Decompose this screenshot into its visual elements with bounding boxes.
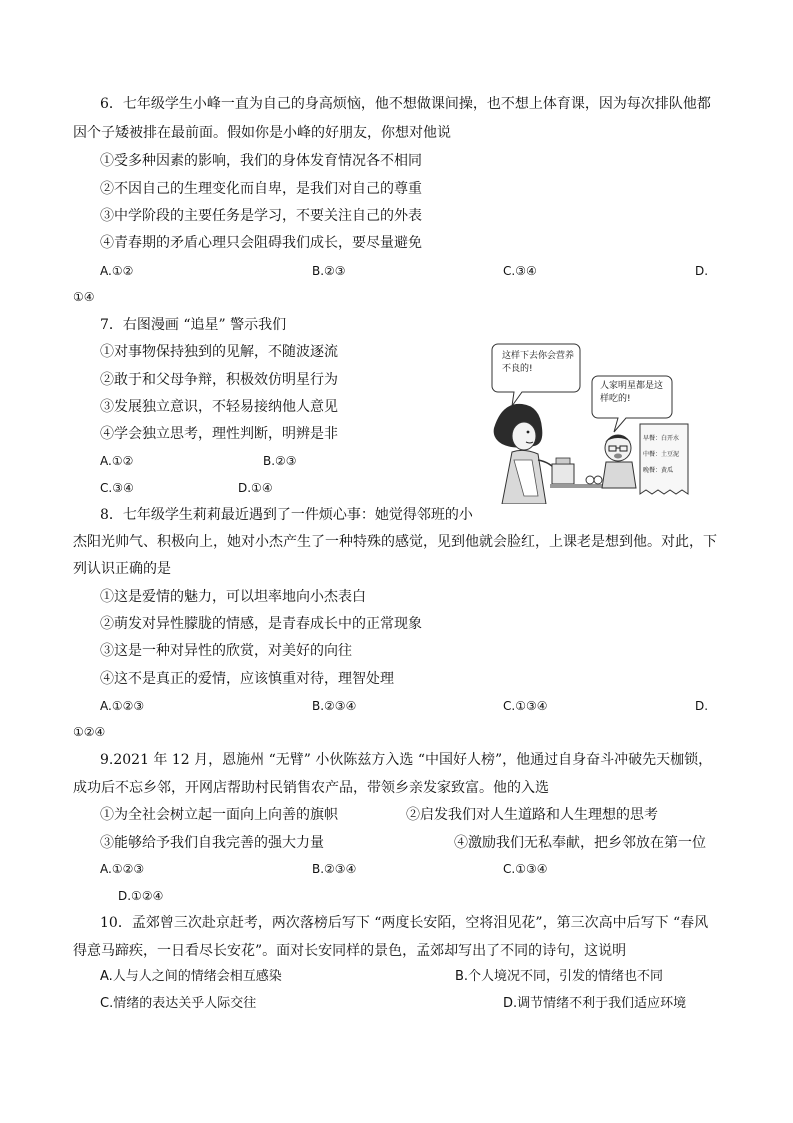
q8-stem-line3: 列认识正确的是 <box>73 561 171 577</box>
q10-stem-line2: 得意马蹄疾，一日看尽长安花”。面对长安同样的景色，孟郊却写出了不同的诗句，这说明 <box>73 943 627 959</box>
q9-stem-line1: 9.2021 年 12 月，恩施州 “无臂” 小伙陈兹方入选 “中国好人榜”，他通过自身奋斗冲破先天枷锁， <box>100 752 713 768</box>
q8-stem-line2: 杰阳光帅气、积极向上，她对小杰产生了一种特殊的感觉，见到他就会脸红，上课老是想到他。对此，下 <box>73 534 717 550</box>
q7-statement-2: ②敢于和父母争辩，积极效仿明星行为 <box>100 372 338 388</box>
q9-statement-1: ①为全社会树立起一面向上向善的旗帜 <box>100 807 338 823</box>
q8-statement-1: ①这是爱情的魅力，可以坦率地向小杰表白 <box>100 589 366 605</box>
q10-option-b[interactable]: B.个人境况不同，引发的情绪也不同 <box>455 969 664 984</box>
q9-option-d[interactable]: D.①②④ <box>118 889 164 903</box>
q6-option-a[interactable]: A.①② <box>100 264 134 278</box>
q6-statement-4: ④青春期的矛盾心理只会阻碍我们成长，要尽量避免 <box>100 235 422 251</box>
menu-lunch: 中餐：土豆泥 <box>643 451 680 458</box>
q8-statement-4: ④这不是真正的爱情，应该慎重对待，理智处理 <box>100 671 394 687</box>
q7-stem: 7．右图漫画 “追星” 警示我们 <box>100 317 287 333</box>
q8-option-c[interactable]: C.①③④ <box>503 699 548 713</box>
q6-statement-3: ③中学阶段的主要任务是学习，不要关注自己的外表 <box>100 208 422 224</box>
q7-statement-4: ④学会独立思考，理性判断，明辨是非 <box>100 426 338 442</box>
q9-statement-4: ④激励我们无私奉献，把乡邻放在第一位 <box>454 835 706 851</box>
mom-speech-bubble: 这样下去你会营养不良的! <box>502 351 575 374</box>
q8-stem-line1: 8．七年级学生莉莉最近遇到了一件烦心事：她觉得邻班的小 <box>100 507 473 523</box>
menu-breakfast: 早餐：白开水 <box>643 435 680 442</box>
q8-statement-3: ③这是一种对异性的欣赏，对美好的向往 <box>100 643 352 659</box>
q8-statement-2: ②萌发对异性朦胧的情感，是青春成长中的正常现象 <box>100 616 422 632</box>
q8-option-d[interactable]: D. <box>695 699 709 713</box>
q6-option-d[interactable]: D. <box>695 264 709 278</box>
q6-option-d-continued: ①④ <box>73 290 95 304</box>
q8-option-a[interactable]: A.①②③ <box>100 699 145 713</box>
q7-option-b[interactable]: B.②③ <box>263 454 297 468</box>
q6-statement-1: ①受多种因素的影响，我们的身体发育情况各不相同 <box>100 153 422 169</box>
q6-statement-2: ②不因自己的生理变化而自卑，是我们对自己的尊重 <box>100 181 422 197</box>
menu-dinner: 晚餐：黄瓜 <box>643 467 674 474</box>
boy-speech-bubble: 人家明星都是这样吃的! <box>600 381 664 404</box>
q7-option-a[interactable]: A.①② <box>100 454 134 468</box>
q9-statement-2: ②启发我们对人生道路和人生理想的思考 <box>406 807 658 823</box>
q8-option-d-continued: ①②④ <box>73 725 106 739</box>
q9-stem-line2: 成功后不忘乡邻，开网店帮助村民销售农产品，带领乡亲发家致富。他的入选 <box>73 780 549 796</box>
q6-stem-line2: 因个子矮被排在最前面。假如你是小峰的好朋友，你想对他说 <box>73 125 451 141</box>
q6-stem-line1: 6．七年级学生小峰一直为自己的身高烦恼，他不想做课间操，也不想上体育课，因为每次排队他都 <box>100 96 711 112</box>
chasing-stars-cartoon <box>490 342 695 504</box>
q10-stem-line1: 10．孟郊曾三次赴京赶考，两次落榜后写下 “两度长安陌，空将泪见花”，第三次高中后写下 “春风 <box>100 915 709 931</box>
q8-option-b[interactable]: B.②③④ <box>312 699 357 713</box>
q7-statement-1: ①对事物保持独到的见解，不随波逐流 <box>100 344 338 360</box>
q10-option-c[interactable]: C.情绪的表达关乎人际交往 <box>100 996 257 1011</box>
q6-option-b[interactable]: B.②③ <box>312 264 346 278</box>
q6-option-c[interactable]: C.③④ <box>503 264 537 278</box>
q9-option-c[interactable]: C.①③④ <box>503 862 548 876</box>
q7-option-c[interactable]: C.③④ <box>100 481 134 495</box>
q7-option-d[interactable]: D.①④ <box>238 481 273 495</box>
q9-option-b[interactable]: B.②③④ <box>312 862 357 876</box>
q7-statement-3: ③发展独立意识，不轻易接纳他人意见 <box>100 399 338 415</box>
q9-statement-3: ③能够给予我们自我完善的强大力量 <box>100 835 324 851</box>
q10-option-d[interactable]: D.调节情绪不利于我们适应环境 <box>503 996 687 1011</box>
q10-option-a[interactable]: A.人与人之间的情绪会相互感染 <box>100 969 282 984</box>
q9-option-a[interactable]: A.①②③ <box>100 862 145 876</box>
